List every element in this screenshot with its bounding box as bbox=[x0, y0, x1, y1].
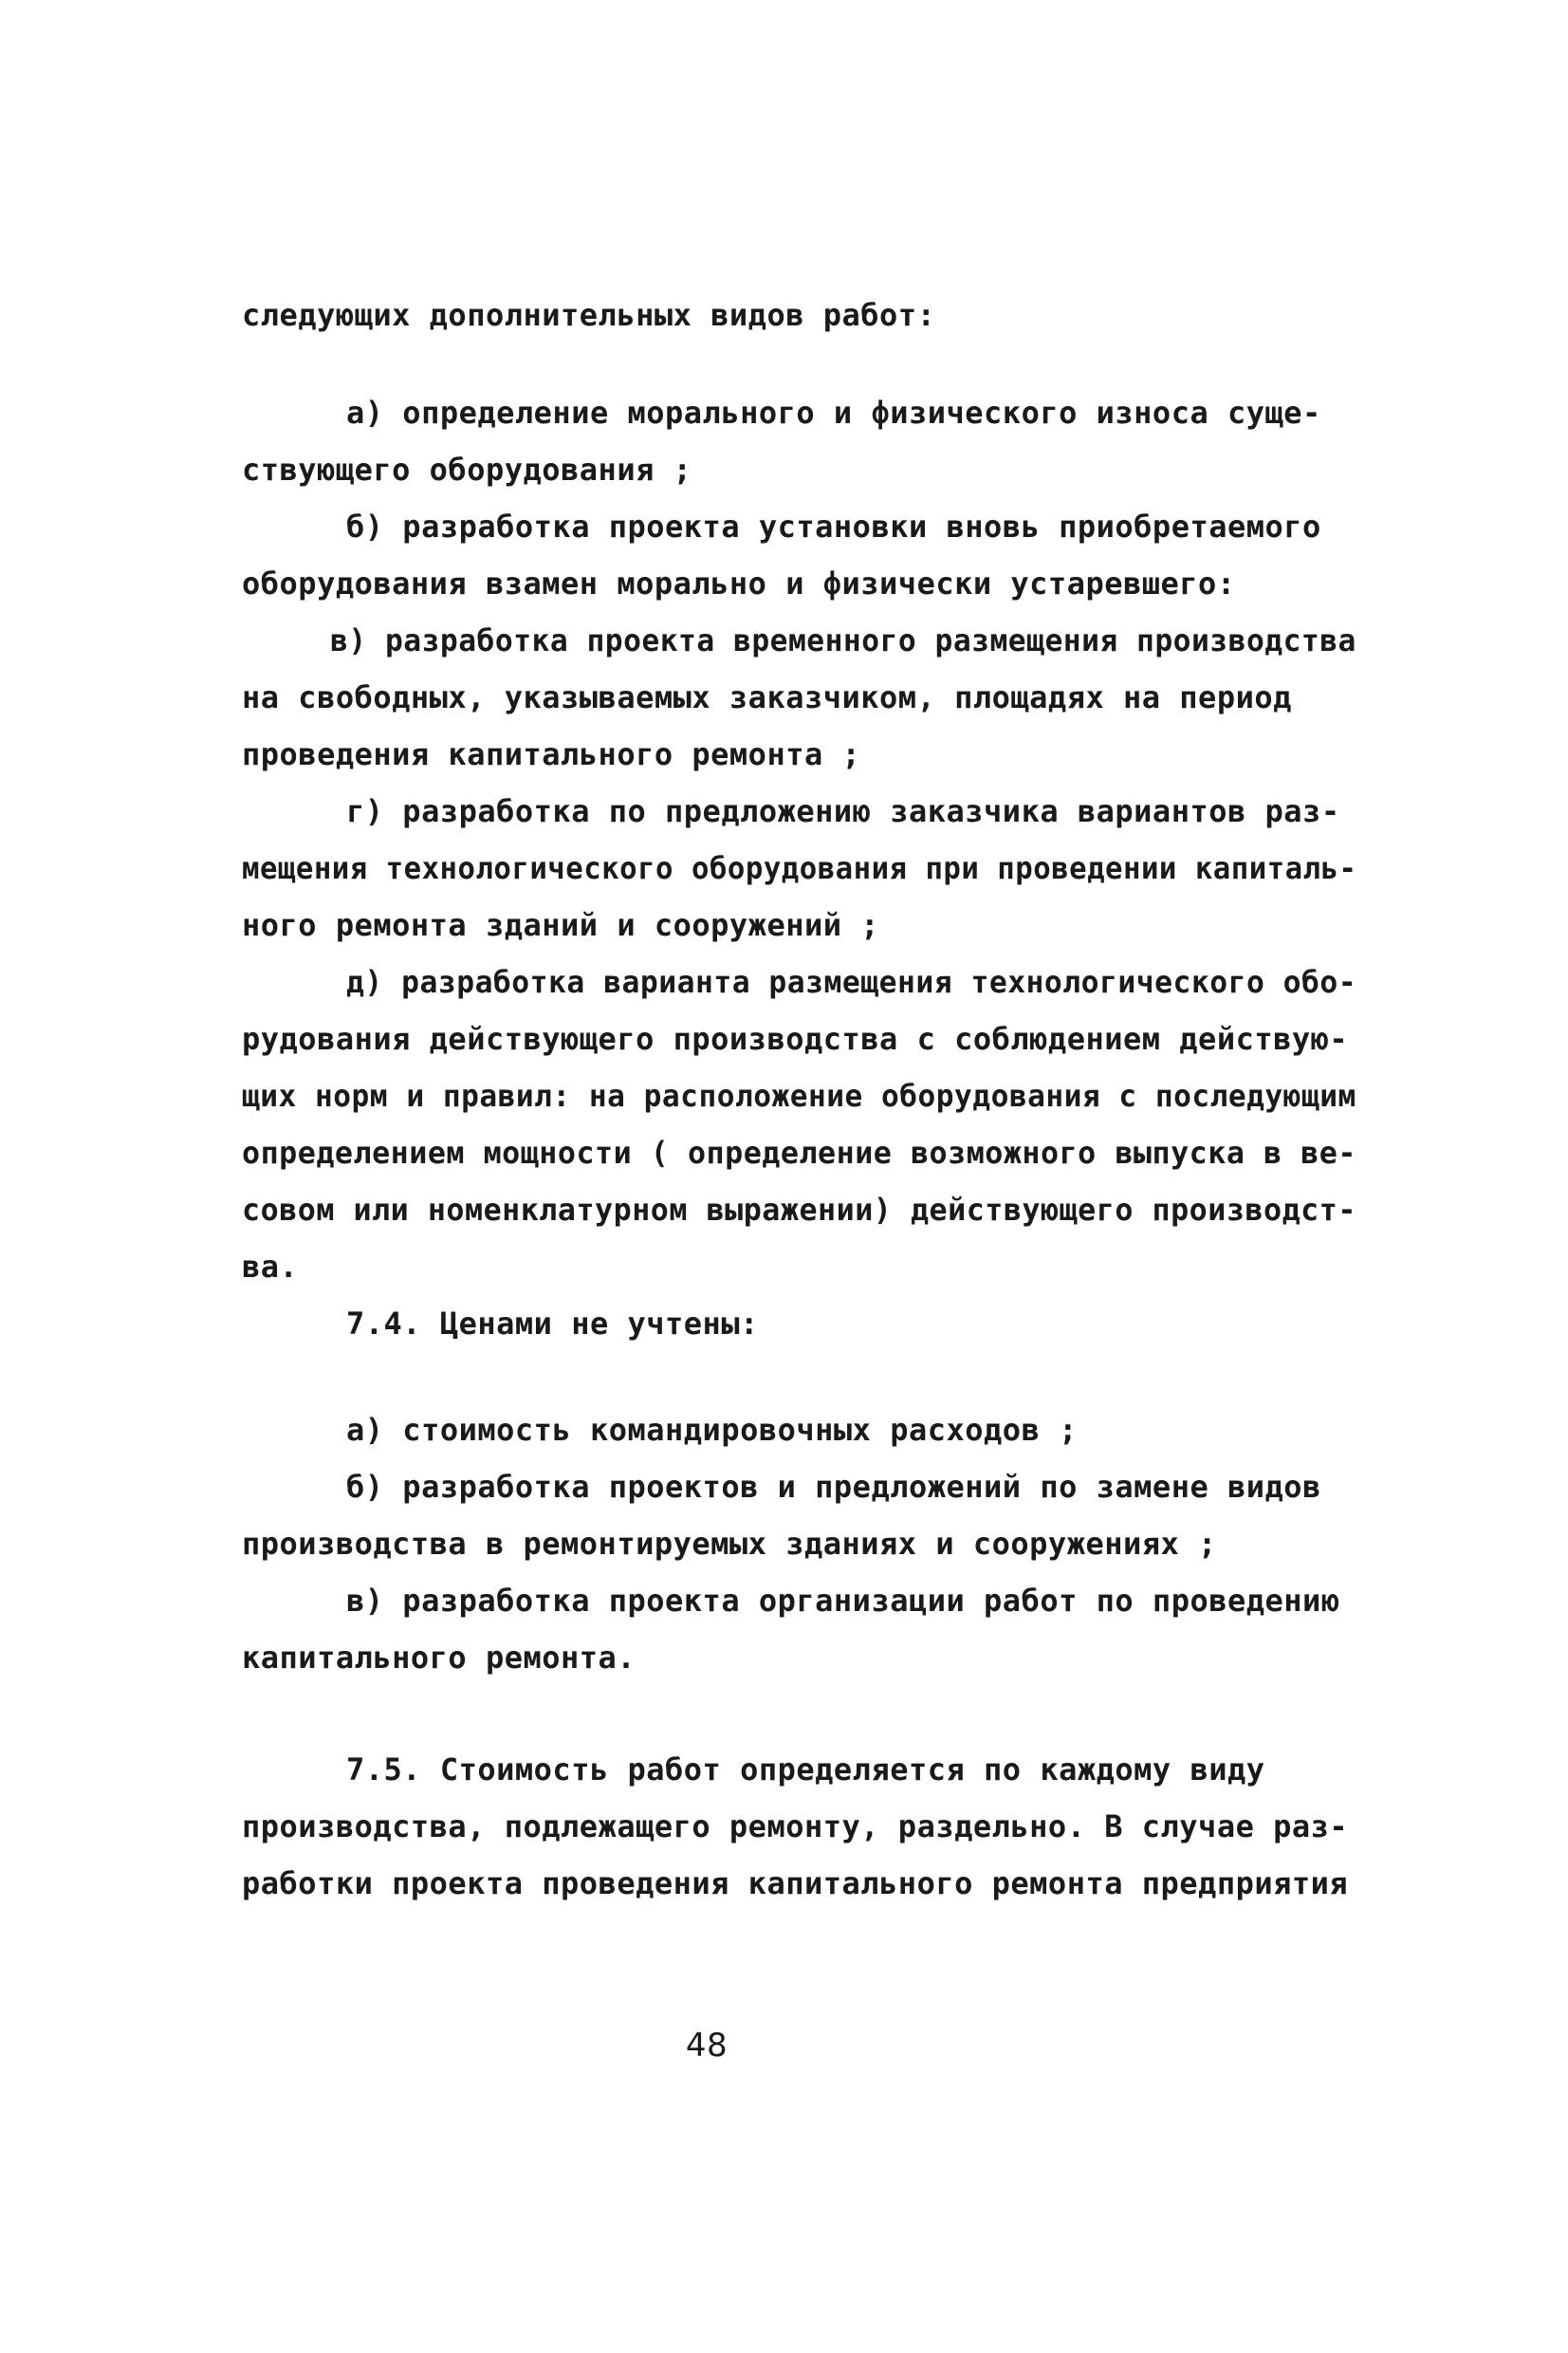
text-line: на свободных, указываемых заказчиком, площадях на период bbox=[242, 679, 1292, 715]
text-line: капитального ремонта. bbox=[242, 1640, 636, 1676]
text-line: проведения капитального ремонта ; bbox=[242, 736, 861, 772]
text-line: в) разработка проекта организации работ по проведению bbox=[346, 1583, 1340, 1619]
text-line: совом или номенклатурном выражении) действующего производст- bbox=[242, 1192, 1356, 1228]
text-line: мещения технологического оборудования при проведении капиталь- bbox=[242, 850, 1357, 886]
text-line: в) разработка проекта временного размещения производства bbox=[330, 622, 1356, 658]
page-number: 48 bbox=[685, 2027, 729, 2065]
text-line: определением мощности ( определение возможного выпуска в ве- bbox=[242, 1135, 1356, 1171]
text-line: оборудования взамен морально и физически устаревшего: bbox=[242, 565, 1236, 602]
text-line: рудования действующего производства с соблюдением действую- bbox=[242, 1021, 1349, 1057]
section-heading: 7.5. Стоимость работ определяется по каждому виду bbox=[346, 1751, 1265, 1788]
text-line: г) разработка по предложению заказчика вариантов раз- bbox=[346, 793, 1340, 829]
text-line: б) разработка проекта установки вновь приобретаемого bbox=[346, 509, 1321, 545]
section-heading: 7.4. Ценами не учтены: bbox=[346, 1306, 759, 1342]
text-line: работки проекта проведения капитального ремонта предприятия bbox=[242, 1865, 1349, 1901]
text-line: щих норм и правил: на расположение оборудования с последующим bbox=[242, 1078, 1356, 1114]
text-line: б) разработка проектов и предложений по замене видов bbox=[346, 1469, 1321, 1505]
text-line: ва. bbox=[242, 1249, 299, 1285]
text-line: д) разработка варианта размещения технологического обо- bbox=[346, 964, 1357, 1000]
text-line: производства в ремонтируемых зданиях и сооружениях ; bbox=[242, 1526, 1217, 1562]
text-line: а) стоимость командировочных расходов ; bbox=[346, 1412, 1078, 1448]
text-line: следующих дополнительных видов работ: bbox=[242, 297, 936, 333]
text-line: ствующего оборудования ; bbox=[242, 452, 692, 488]
text-line: а) определение морального и физического износа суще- bbox=[346, 395, 1321, 431]
text-line: производства, подлежащего ремонту, раздельно. В случае раз- bbox=[242, 1808, 1349, 1844]
text-line: ного ремонта зданий и сооружений ; bbox=[242, 907, 880, 943]
